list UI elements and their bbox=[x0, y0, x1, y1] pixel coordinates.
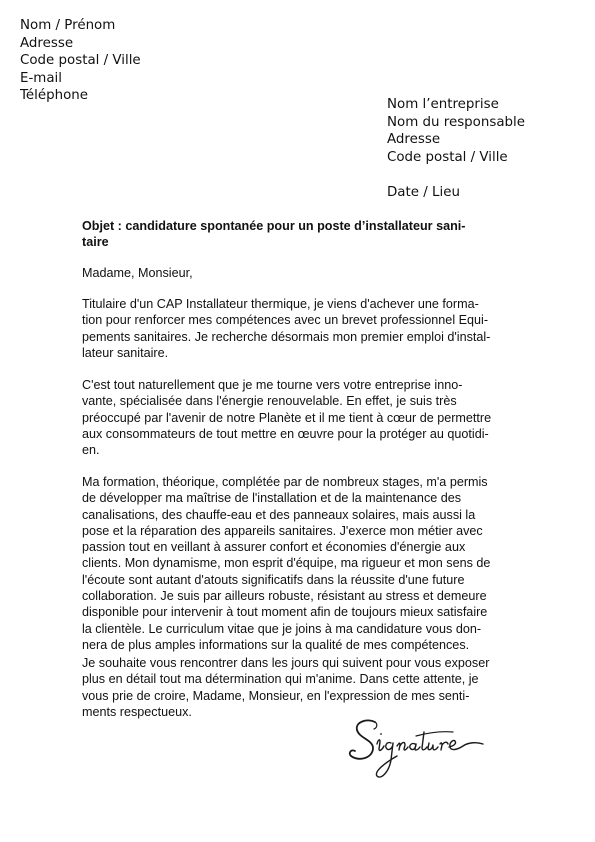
paragraph-line: vante, spécialisée dans l'énergie renouvelable. En effet, je suis très bbox=[82, 394, 457, 409]
subject-line: Objet : candidature spontanée pour un poste d’installateur sani- bbox=[82, 219, 466, 233]
subject-line: taire bbox=[82, 235, 109, 250]
recipient-postal-city: Code postal / Ville bbox=[387, 149, 508, 165]
paragraph-line: lateur sanitaire. bbox=[82, 345, 169, 360]
paragraph-line: plus en détail tout ma détermination qui m'anime. Dans cette attente, je bbox=[82, 672, 479, 687]
paragraph-line: ments respectueux. bbox=[82, 704, 192, 719]
paragraph-line: préoccupé par l'avenir de notre Planète et il me tient à cœur de permettre bbox=[82, 410, 492, 425]
paragraph-line: en. bbox=[82, 443, 100, 458]
paragraph-line: la clientèle. Le curriculum vitae que je joins à ma candidature vous don- bbox=[82, 621, 482, 636]
recipient-company: Nom l’entreprise bbox=[387, 97, 499, 112]
paragraph-line: vous prie de croire, Madame, Monsieur, en l'expression de mes senti- bbox=[82, 688, 470, 703]
paragraph-closing bbox=[82, 655, 512, 720]
paragraph-line: tion pour renforcer mes compétences avec un brevet professionnel Equi- bbox=[82, 313, 489, 328]
sender-address: Adresse bbox=[20, 35, 74, 51]
recipient-block bbox=[387, 96, 525, 166]
paragraph-line: de développer ma maîtrise de l'installation et de la maintenance des bbox=[82, 491, 462, 506]
sender-phone: Téléphone bbox=[20, 88, 89, 104]
recipient-address: Adresse bbox=[387, 132, 441, 148]
paragraph-intro bbox=[82, 296, 512, 361]
paragraph-line: aux consommateurs de tout mettre en œuvre pour la protéger au quotidi- bbox=[82, 426, 489, 441]
paragraph-line: pose et la réparation des appareils sanitaires. J'exerce mon métier avec bbox=[82, 523, 483, 538]
paragraph-line: C'est tout naturellement que je me tourne vers votre entreprise inno- bbox=[82, 378, 463, 392]
sender-postal-city: Code postal / Ville bbox=[20, 53, 141, 69]
paragraph-line: clients. Mon dynamisme, mon esprit d'équipe, ma rigueur et mon sens de bbox=[82, 556, 491, 571]
paragraph-line: l'écoute sont autant d'atouts significatifs dans la réussite d'une future bbox=[82, 572, 465, 587]
paragraph-skills bbox=[82, 474, 512, 653]
paragraph-motivation bbox=[82, 377, 512, 458]
letter-subject bbox=[82, 218, 512, 251]
paragraph-line: collaboration. Je suis par ailleurs robuste, résistant au stress et demeure bbox=[82, 589, 487, 604]
sender-name: Nom / Prénom bbox=[20, 18, 116, 33]
paragraph-line: Je souhaite vous rencontrer dans les jours qui suivent pour vous exposer bbox=[82, 656, 490, 670]
paragraph-line: Ma formation, théorique, complétée par de nombreux stages, m'a permis bbox=[82, 475, 488, 489]
handwritten-signature bbox=[345, 716, 490, 784]
sender-block bbox=[20, 17, 141, 105]
date-place: Date / Lieu bbox=[387, 185, 460, 200]
recipient-manager: Nom du responsable bbox=[387, 114, 525, 130]
paragraph-line: nera de plus amples informations sur la qualité de mes compétences. bbox=[82, 637, 470, 652]
paragraph-line: canalisations, des chauffe-eau et des panneaux solaires, mais aussi la bbox=[82, 507, 476, 522]
salutation: Madame, Monsieur, bbox=[82, 266, 193, 280]
paragraph-line: pements sanitaires. Je recherche désormais mon premier emploi d'instal- bbox=[82, 329, 491, 344]
paragraph-line: Titulaire d'un CAP Installateur thermique, je viens d'achever une forma- bbox=[82, 297, 479, 311]
signature-drawing bbox=[345, 716, 490, 784]
paragraph-line: disponible pour intervenir à tout moment afin de toujours mieux satisfaire bbox=[82, 605, 488, 620]
sender-email: E-mail bbox=[20, 70, 62, 86]
paragraph-line: passion tout en veillant à assurer confort et économies d'énergie aux bbox=[82, 540, 466, 555]
